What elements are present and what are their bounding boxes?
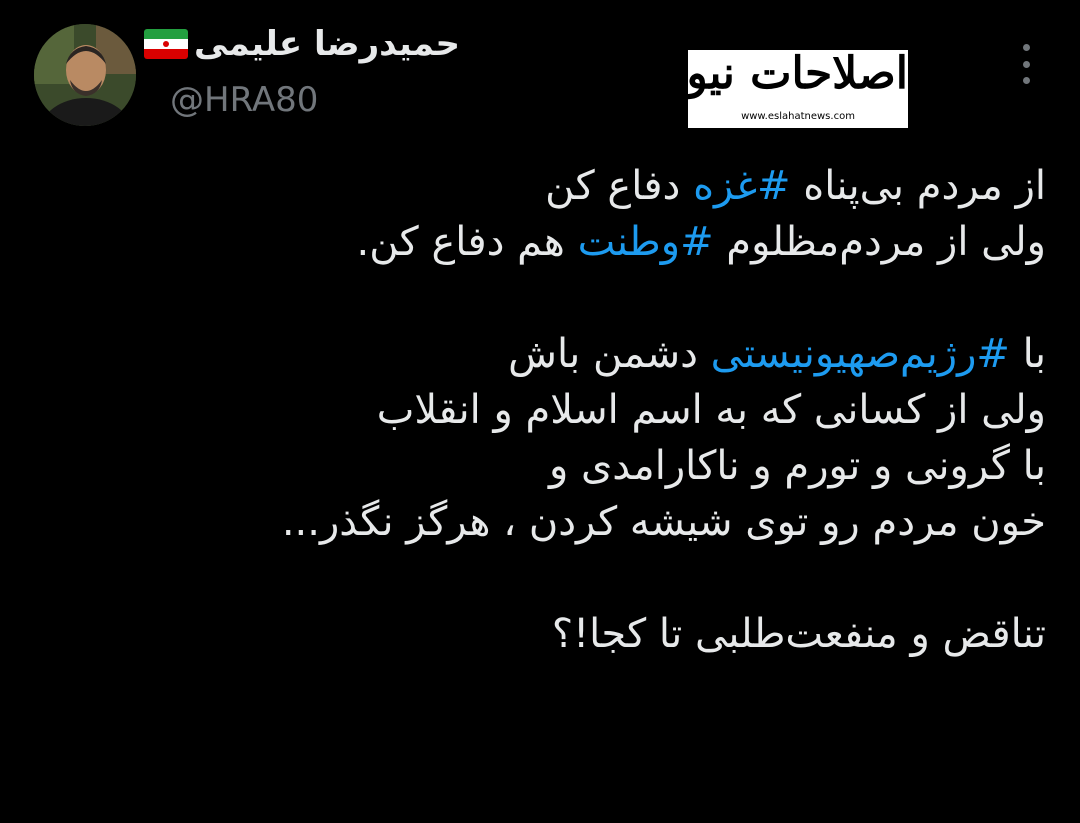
tweet-text	[46, 158, 1046, 662]
tweet-line: از مردم بی‌پناه #غزه دفاع کن	[545, 163, 1046, 209]
hashtag-link[interactable]: #غزه	[693, 163, 791, 209]
tweet-line: ولی از کسانی که به اسم اسلام و انقلاب	[376, 387, 1046, 433]
author-handle[interactable]: @HRA80	[170, 80, 319, 120]
logo-text: اصلاحات نیوز	[665, 48, 908, 99]
iran-flag-icon	[144, 29, 188, 59]
tweet-line: تناقض و منفعت‌طلبی تا کجا!؟	[551, 611, 1046, 657]
tweet-line: با گرونی و تورم و ناکارامدی و	[548, 443, 1046, 489]
paragraph-break	[46, 550, 1046, 606]
tweet-line: ولی از مردم‌مظلوم #وطنت هم دفاع کن.	[356, 219, 1046, 265]
avatar[interactable]	[34, 24, 136, 126]
avatar-photo	[34, 24, 136, 126]
tweet-line: خون مردم رو توی شیشه کردن ، هرگز نگذر...	[281, 499, 1046, 545]
hashtag-link[interactable]: #رژیم‌صهیونیستی	[710, 331, 1010, 377]
logo-url: www.eslahatnews.com	[741, 111, 855, 122]
more-options-icon[interactable]	[1016, 44, 1036, 84]
paragraph-break	[46, 270, 1046, 326]
hashtag-link[interactable]: #وطنت	[577, 219, 714, 265]
author-display-name[interactable]: حمیدرضا علیمی	[193, 24, 460, 64]
eslahat-news-logo	[665, 30, 914, 134]
tweet-line: با #رژیم‌صهیونیستی دشمن باش	[508, 331, 1046, 377]
author-name-row[interactable]	[144, 24, 460, 64]
